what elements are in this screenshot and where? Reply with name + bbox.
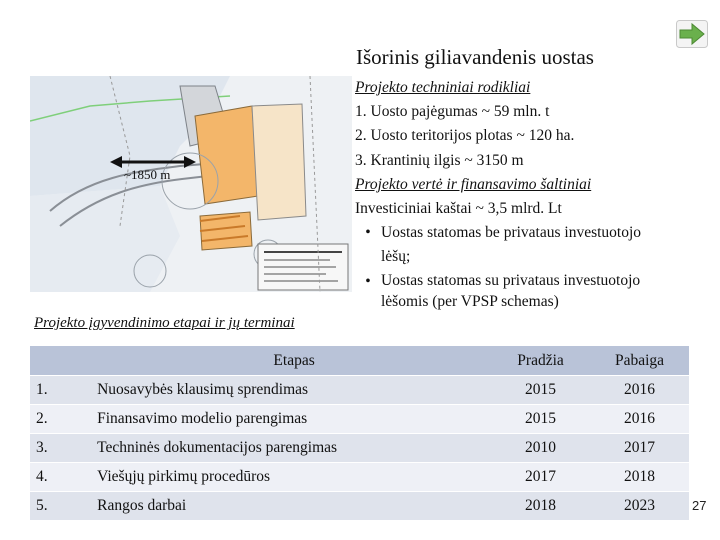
project-details	[355, 76, 710, 312]
bullet-icon: •	[365, 272, 371, 290]
port-site-map	[30, 76, 352, 292]
row-stage: Viešųjų pirkimų procedūros	[91, 463, 491, 492]
table-row	[30, 492, 689, 521]
row-num: 1.	[30, 376, 91, 405]
row-start: 2018	[491, 492, 590, 521]
column-header-start: Pradžia	[491, 346, 590, 376]
row-end: 2016	[590, 376, 689, 405]
row-start: 2017	[491, 463, 590, 492]
row-stage: Finansavimo modelio parengimas	[91, 405, 491, 434]
stages-heading: Projekto įgyvendinimo etapai ir jų terminai	[34, 315, 295, 331]
row-num: 3.	[30, 434, 91, 463]
row-stage: Nuosavybės klausimų sprendimas	[91, 376, 491, 405]
table-header-row	[30, 346, 689, 376]
funding-heading: Projekto vertė ir finansavimo šaltiniai	[355, 175, 592, 193]
funding-bullet	[355, 221, 710, 269]
distance-label: ~1850 m	[124, 167, 171, 182]
page-title: Išorinis giliavandenis uostas	[356, 45, 594, 69]
funding-bullet-line: Uostas statomas su privataus investuotojo	[381, 271, 641, 289]
row-end: 2018	[590, 463, 689, 492]
column-header-num	[30, 346, 91, 376]
indicator-item: 1. Uosto pajėgumas ~ 59 mln. t	[355, 103, 550, 121]
row-start: 2015	[491, 405, 590, 434]
row-start: 2015	[491, 376, 590, 405]
row-end: 2023	[590, 492, 689, 521]
table-row	[30, 405, 689, 434]
table-row	[30, 463, 689, 492]
row-stage: Techninės dokumentacijos parengimas	[91, 434, 491, 463]
investment-cost: Investiciniai kaštai ~ 3,5 mlrd. Lt	[355, 200, 562, 218]
row-end: 2016	[590, 405, 689, 434]
indicator-item: 3. Krantinių ilgis ~ 3150 m	[355, 151, 524, 169]
indicators-heading: Projekto techniniai rodikliai	[355, 79, 531, 96]
row-start: 2010	[491, 434, 590, 463]
row-num: 2.	[30, 405, 91, 434]
stages-table	[30, 346, 689, 521]
arrow-right-icon[interactable]	[676, 20, 708, 48]
table-row	[30, 434, 689, 463]
funding-bullet-line: lėšomis (per VPSP schemas)	[381, 292, 559, 310]
column-header-end: Pabaiga	[590, 346, 689, 376]
funding-bullet	[355, 270, 710, 312]
funding-bullet-line: lėšų;	[381, 248, 411, 266]
row-stage: Rangos darbai	[91, 492, 491, 521]
column-header-stage: Etapas	[91, 346, 491, 376]
page-number: 27	[692, 498, 707, 513]
row-num: 5.	[30, 492, 91, 521]
row-num: 4.	[30, 463, 91, 492]
row-end: 2017	[590, 434, 689, 463]
bullet-icon: •	[365, 224, 371, 242]
indicator-item: 2. Uosto teritorijos plotas ~ 120 ha.	[355, 127, 575, 145]
funding-bullet-line: Uostas statomas be privataus investuotojo	[381, 224, 642, 242]
table-row	[30, 376, 689, 405]
